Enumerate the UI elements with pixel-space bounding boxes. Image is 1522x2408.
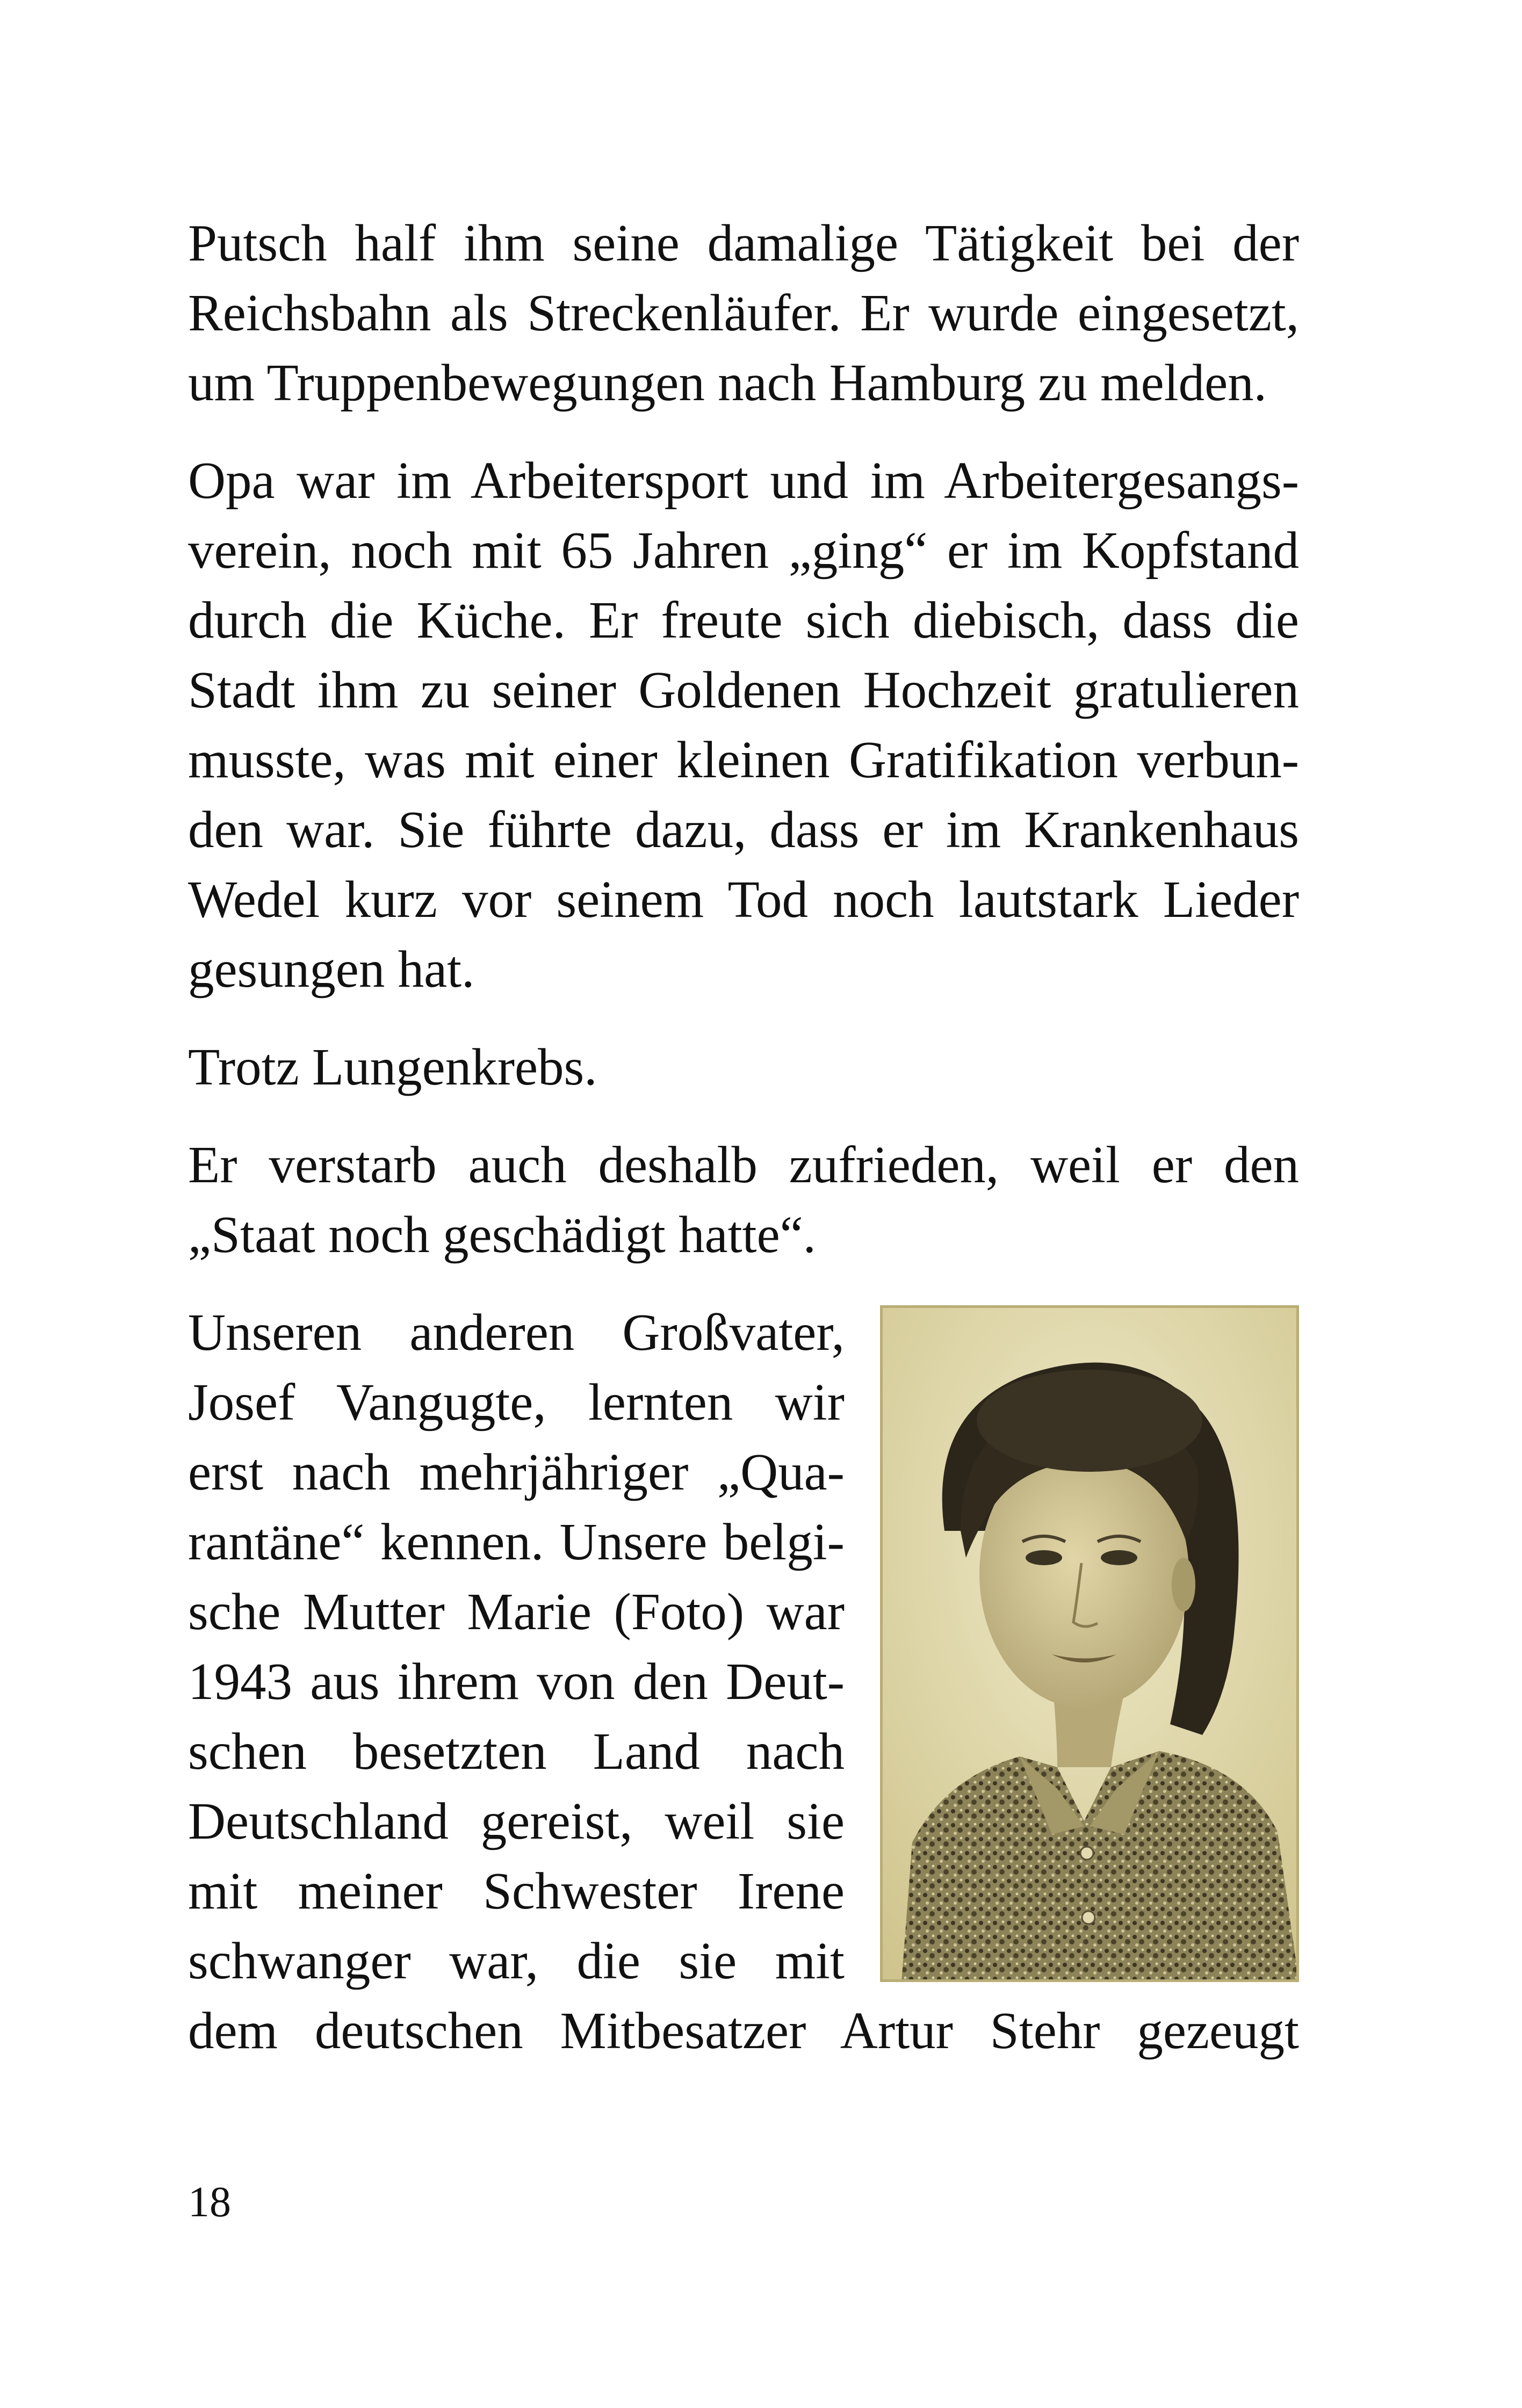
paragraph-1 <box>188 208 1299 418</box>
text-line: Putsch half ihm seine damalige Tätigkeit bei der <box>188 214 1299 272</box>
paragraph-2 <box>188 446 1299 1004</box>
text-line: rantäne“ kennen. Unsere belgi- <box>188 1513 845 1571</box>
paragraph-4 <box>188 1130 1299 1270</box>
text-line: Trotz Lungenkrebs. <box>188 1038 597 1096</box>
text-line: Unseren anderen Großvater, <box>188 1304 845 1361</box>
text-line: Deutschland gereist, weil sie <box>188 1792 845 1850</box>
text-line: musste, was mit einer kleinen Gratifikation verbun- <box>188 731 1299 789</box>
text-line: schwanger war, die sie mit <box>188 1932 845 1990</box>
text-line: Opa war im Arbeitersport und im Arbeitergesangs- <box>188 452 1299 509</box>
text-line: Wedel kurz vor seinem Tod noch lautstark Lieder <box>188 871 1299 928</box>
text-line: schen besetzten Land nach <box>188 1723 845 1780</box>
text-line: um Truppenbewegungen nach Hamburg zu melden. <box>188 354 1267 411</box>
text-line: Reichsbahn als Streckenläufer. Er wurde eingesetzt, <box>188 284 1299 342</box>
text-line: 1943 aus ihrem von den Deut- <box>188 1653 845 1710</box>
text-line: gesungen hat. <box>188 941 475 998</box>
text-line: dem deutschen Mitbesatzer Artur Stehr gezeugt <box>188 2002 1299 2059</box>
paragraph-5 <box>188 1298 1299 2066</box>
text-line: Stadt ihm zu seiner Goldenen Hochzeit gratulieren <box>188 661 1299 719</box>
text-line: durch die Küche. Er freute sich diebisch, dass die <box>188 591 1299 649</box>
text-line: erst nach mehrjähriger „Qua- <box>188 1443 845 1501</box>
text-line: den war. Sie führte dazu, dass er im Krankenhaus <box>188 801 1299 858</box>
text-line: mit meiner Schwester Irene <box>188 1862 845 1920</box>
text-line: Josef Vangugte, lernten wir <box>188 1373 845 1431</box>
text-line: „Staat noch geschädigt hatte“. <box>188 1206 816 1263</box>
page-number: 18 <box>188 2179 231 2226</box>
text-line: sche Mutter Marie (Foto) war <box>188 1583 845 1640</box>
paragraph-3 <box>188 1032 1299 1102</box>
portrait-photo <box>880 1305 1299 1982</box>
text-line: Er verstarb auch deshalb zufrieden, weil er den <box>188 1136 1299 1194</box>
text-line: verein, noch mit 65 Jahren „ging“ er im Kopfstand <box>188 522 1299 579</box>
body-text <box>188 208 1299 2066</box>
